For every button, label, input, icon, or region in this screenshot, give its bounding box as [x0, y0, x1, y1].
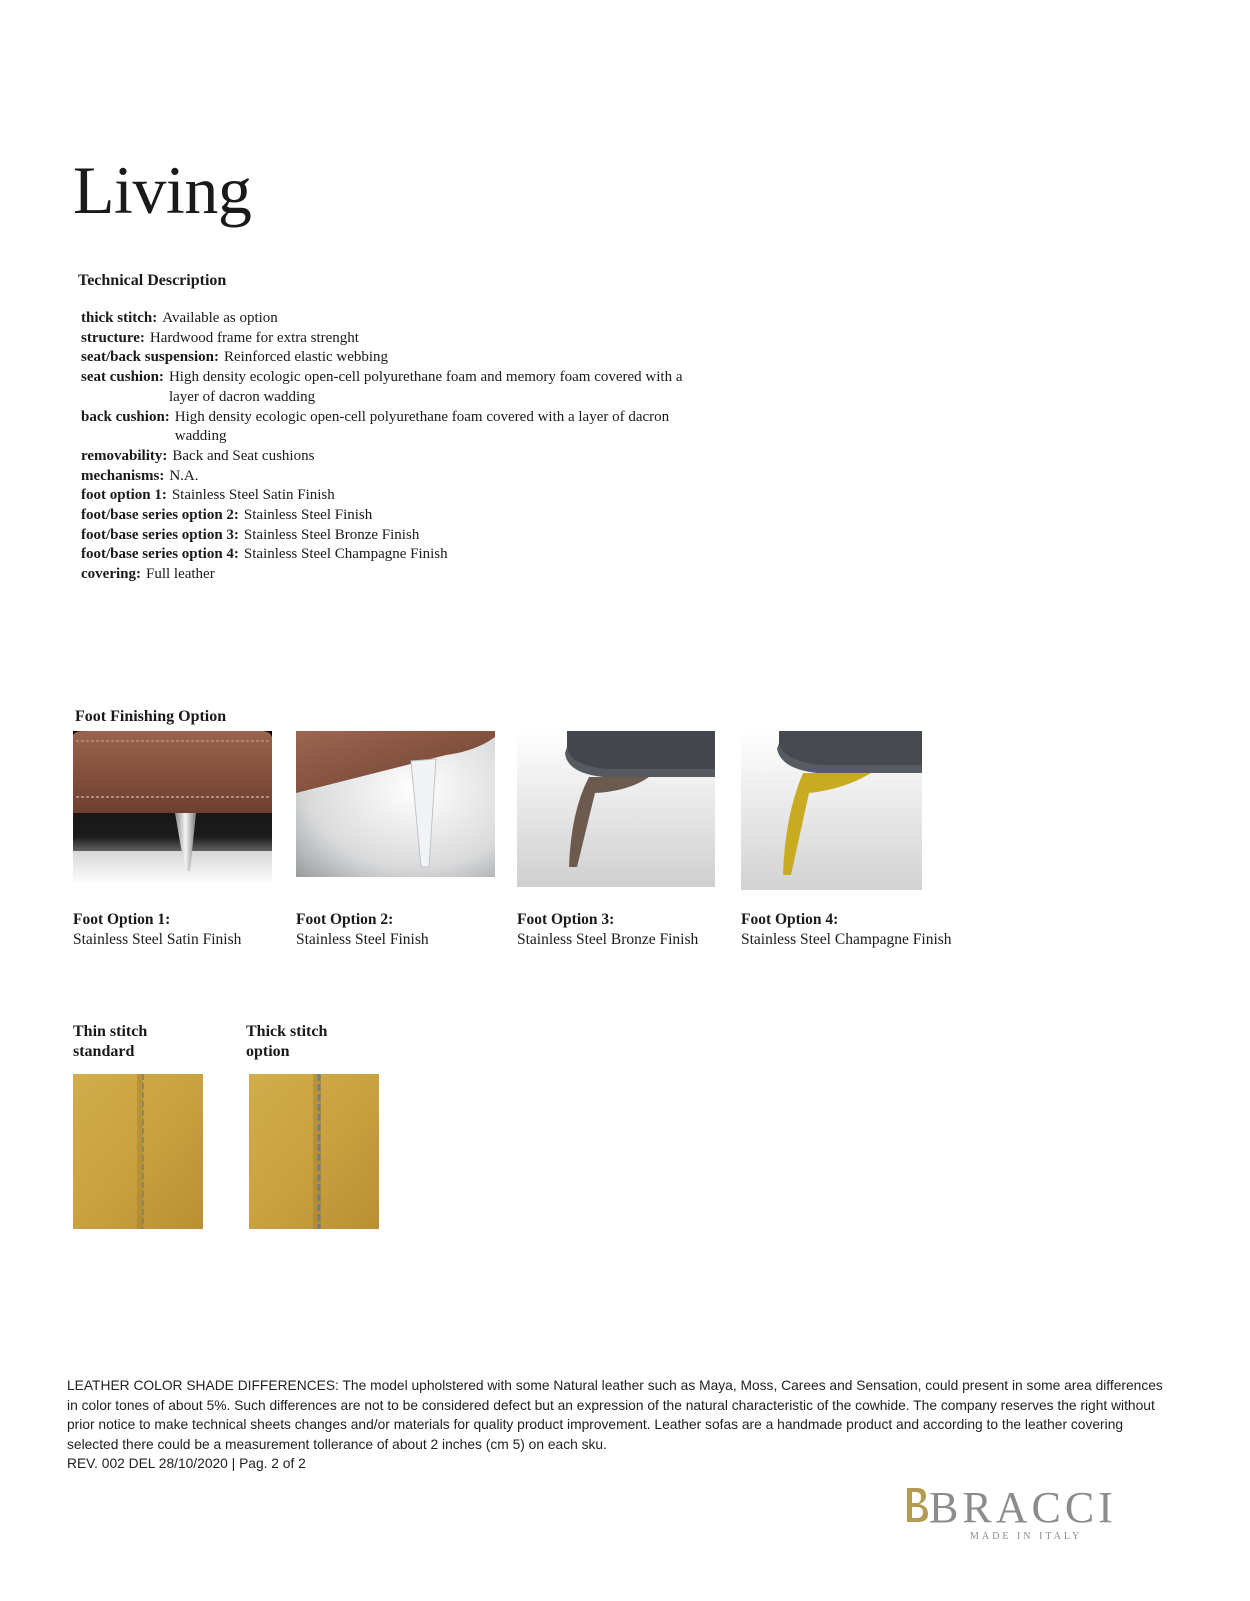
foot-option-1-image: [73, 731, 272, 882]
foot-option-1-caption: [73, 910, 241, 950]
thick-stitch-swatch: [249, 1074, 379, 1229]
spec-thick-stitch: [81, 309, 741, 329]
spec-removability: [81, 447, 741, 467]
thick-stitch-label: [246, 1022, 327, 1062]
spec-value: Stainless Steel Finish: [243, 507, 373, 524]
stitch-title: Thin stitch: [73, 1023, 148, 1040]
foot-option-title: Foot Option 2:: [296, 911, 394, 928]
revision-text: REV. 002 DEL 28/10/2020 | Pag. 2 of 2: [67, 1456, 306, 1472]
spec-label: covering:: [81, 566, 141, 583]
spec-label: seat cushion:: [81, 369, 164, 386]
spec-value: Reinforced elastic webbing: [223, 349, 389, 366]
spec-covering: [81, 565, 741, 585]
technical-description-heading: Technical Description: [78, 272, 227, 289]
spec-value: Stainless Steel Champagne Finish: [243, 546, 448, 563]
foot-option-title: Foot Option 4:: [741, 911, 839, 928]
bracci-logo: [895, 1483, 1155, 1543]
logo-mark-icon: [907, 1488, 928, 1522]
spec-label: foot option 1:: [81, 487, 167, 504]
foot-option-2-image: [296, 731, 495, 877]
spec-value: Hardwood frame for extra strenght: [149, 329, 359, 346]
foot-finishing-heading: Foot Finishing Option: [75, 708, 227, 725]
spec-label: removability:: [81, 447, 168, 464]
page-title: Living: [73, 152, 252, 228]
spec-structure: [81, 329, 741, 349]
spec-value: Stainless Steel Satin Finish: [171, 487, 335, 504]
foot-option-4-caption: [741, 910, 952, 950]
stitch-subtitle: option: [246, 1043, 290, 1060]
foot-option-finish: Stainless Steel Satin Finish: [73, 931, 242, 948]
spec-mechanisms: [81, 467, 741, 487]
spec-label: mechanisms:: [81, 467, 165, 484]
leather-disclaimer: [67, 1376, 1177, 1474]
stitch-title: Thick stitch: [246, 1023, 328, 1040]
disclaimer-text: LEATHER COLOR SHADE DIFFERENCES: The model upholstered with some Natural leather such as Maya, Moss, Carees and Sensation, could present in some area differences in color tones of about 5%. Such differences are not to be considered defect but an expression of the natural characteristic of the cowhide. The company reserves the right without prior notice to make technical sheets changes and/or materials for quality product improvement. Leather sofas are a handmade product and according to the leather covering selected there could be a measurement tollerance of about 2 inches (cm 5) on each sku.: [67, 1378, 1163, 1452]
foot-option-title: Foot Option 3:: [517, 911, 615, 928]
spec-foot-base-option-2: [81, 506, 741, 526]
spec-label: back cushion:: [81, 408, 170, 425]
spec-value: Back and Seat cushions: [172, 447, 315, 464]
spec-seat-cushion: [81, 368, 741, 407]
spec-label: foot/base series option 4:: [81, 546, 239, 563]
technical-spec-list: [81, 309, 741, 585]
spec-label: foot/base series option 3:: [81, 526, 239, 543]
foot-option-finish: Stainless Steel Bronze Finish: [517, 931, 699, 948]
foot-option-finish: Stainless Steel Finish: [296, 931, 429, 948]
logo-tagline: MADE IN ITALY: [970, 1531, 1083, 1542]
spec-label: foot/base series option 2:: [81, 507, 239, 524]
spec-foot-base-option-3: [81, 526, 741, 546]
stitch-subtitle: standard: [73, 1043, 135, 1060]
spec-value: High density ecologic open-cell polyurethane foam and memory foam covered with a layer of dacron wadding: [168, 369, 683, 405]
foot-option-finish: Stainless Steel Champagne Finish: [741, 931, 952, 948]
foot-option-3-caption: [517, 910, 698, 950]
spec-back-cushion: [81, 408, 741, 447]
spec-foot-option-1: [81, 486, 741, 506]
spec-value: Full leather: [145, 566, 215, 583]
thin-stitch-label: [73, 1022, 147, 1062]
foot-option-3-image: [517, 731, 715, 887]
foot-option-2-caption: [296, 910, 429, 950]
spec-seat-back-suspension: [81, 348, 741, 368]
spec-label: structure:: [81, 329, 145, 346]
spec-value: Stainless Steel Bronze Finish: [243, 526, 420, 543]
foot-option-4-image: [741, 731, 922, 890]
spec-label: seat/back suspension:: [81, 349, 219, 366]
foot-option-title: Foot Option 1:: [73, 911, 171, 928]
logo-wordmark: BRACCI: [929, 1483, 1117, 1532]
thin-stitch-swatch: [73, 1074, 203, 1229]
spec-foot-base-option-4: [81, 545, 741, 565]
spec-value: High density ecologic open-cell polyurethane foam covered with a layer of dacron wadding: [174, 408, 670, 445]
spec-value: N.A.: [169, 467, 199, 484]
spec-value: Available as option: [162, 310, 278, 326]
spec-label: thick stitch:: [81, 310, 158, 326]
